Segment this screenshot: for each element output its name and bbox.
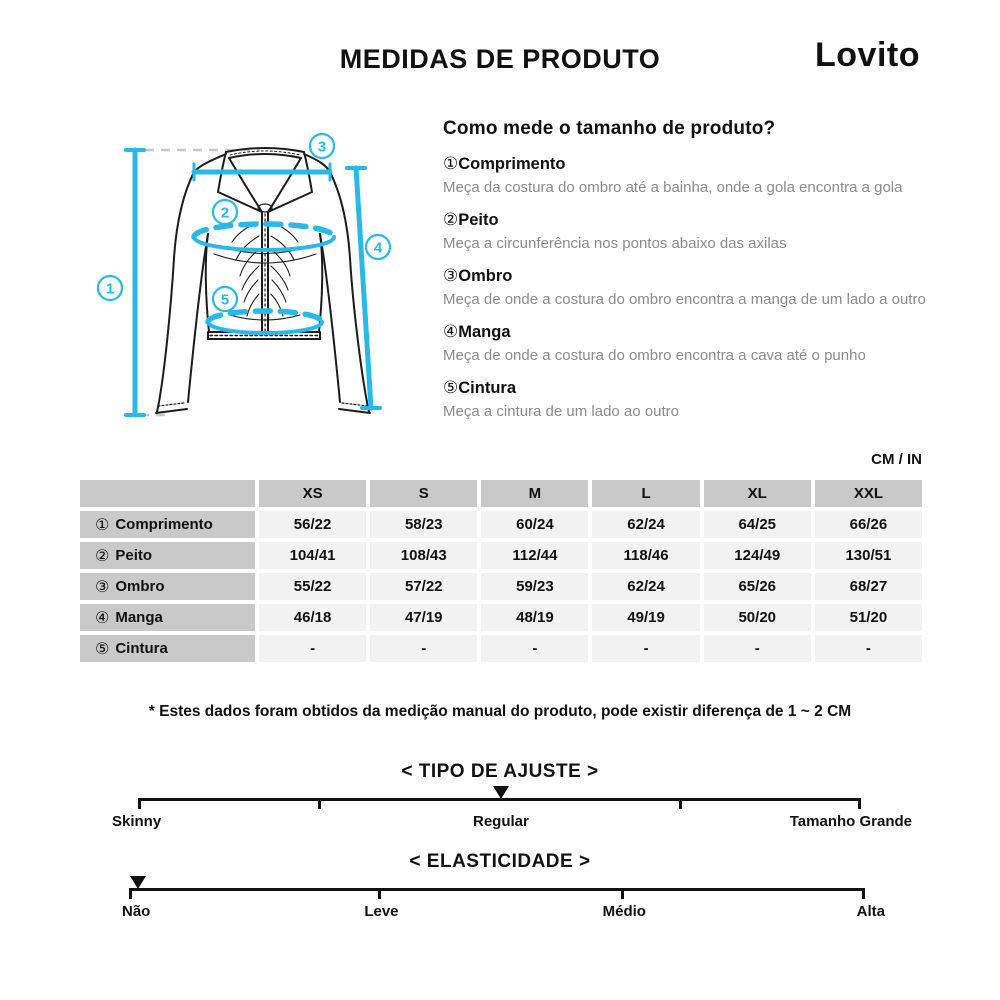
- table-value: -: [815, 635, 922, 662]
- marker-4: 4: [373, 239, 383, 257]
- measurement-disclaimer: * Estes dados foram obtidos da medição manual do produto, pode existir diferença de 1 ~ 2 CM: [148, 703, 852, 720]
- size-table: [80, 480, 922, 662]
- table-value: 108/43: [370, 542, 477, 569]
- table-value: 112/44: [481, 542, 588, 569]
- elasticity-label-medio: Médio: [602, 903, 646, 920]
- item-label: Comprimento: [458, 155, 566, 173]
- brand-logo: Lovito: [815, 36, 920, 74]
- page-title: MEDIDAS DE PRODUTO: [339, 44, 661, 74]
- column-header: XS: [259, 480, 366, 507]
- table-value: 56/22: [259, 511, 366, 538]
- table-value: 51/20: [815, 604, 922, 631]
- elasticity-scale: [122, 888, 885, 930]
- item-number: ⑤: [443, 378, 459, 397]
- table-value: 46/18: [259, 604, 366, 631]
- item-number: ③: [443, 266, 459, 285]
- fit-scale: [112, 798, 912, 840]
- item-description: Meça a circunferência nos pontos abaixo das axilas: [443, 235, 787, 252]
- table-value: 65/26: [704, 573, 811, 600]
- column-header: M: [481, 480, 588, 507]
- table-value: 62/24: [592, 511, 699, 538]
- table-corner-cell: [80, 480, 255, 507]
- column-header: XXL: [815, 480, 922, 507]
- elasticity-scale-heading: < ELASTICIDADE >: [409, 851, 591, 872]
- table-value: 104/41: [259, 542, 366, 569]
- measure-guide: [443, 118, 930, 423]
- garment-measurement-diagram: [90, 118, 430, 430]
- elasticity-label-alta: Alta: [856, 903, 885, 920]
- table-value: 60/24: [481, 511, 588, 538]
- item-label: Ombro: [458, 267, 513, 285]
- table-value: 124/49: [704, 542, 811, 569]
- table-value: 50/20: [704, 604, 811, 631]
- fit-scale-heading: < TIPO DE AJUSTE >: [401, 761, 599, 782]
- item-description: Meça da costura do ombro até a bainha, onde a gola encontra a gola: [443, 179, 903, 196]
- guide-item: [443, 376, 930, 423]
- garment-outline: [156, 148, 370, 413]
- table-value: -: [704, 635, 811, 662]
- column-header: L: [592, 480, 699, 507]
- item-number: ②: [443, 210, 459, 229]
- guide-item: [443, 264, 930, 311]
- table-value: 57/22: [370, 573, 477, 600]
- table-value: 48/19: [481, 604, 588, 631]
- elasticity-marker-icon: [130, 876, 146, 889]
- table-value: 59/23: [481, 573, 588, 600]
- item-description: Meça a cintura de um lado ao outro: [443, 403, 679, 420]
- table-value: 68/27: [815, 573, 922, 600]
- item-number: ①: [443, 154, 459, 173]
- table-value: 58/23: [370, 511, 477, 538]
- item-number: ④: [443, 322, 459, 341]
- marker-3: 3: [317, 138, 327, 156]
- guide-heading: Como mede o tamanho de produto?: [443, 118, 776, 139]
- marker-5: 5: [220, 291, 230, 309]
- fit-label-regular: Regular: [473, 813, 529, 830]
- fit-scale-line: [138, 798, 861, 801]
- column-header: XL: [704, 480, 811, 507]
- item-label: Cintura: [458, 379, 516, 397]
- marker-1: 1: [105, 280, 115, 298]
- table-value: 55/22: [259, 573, 366, 600]
- measurement-lines: [126, 150, 380, 415]
- marker-2: 2: [220, 204, 230, 222]
- row-header: ① Comprimento: [80, 511, 255, 538]
- table-value: 62/24: [592, 573, 699, 600]
- row-header: ④ Manga: [80, 604, 255, 631]
- table-value: 130/51: [815, 542, 922, 569]
- row-header: ⑤ Cintura: [80, 635, 255, 662]
- guide-item: [443, 320, 930, 367]
- table-value: 64/25: [704, 511, 811, 538]
- row-header: ② Peito: [80, 542, 255, 569]
- item-description: Meça de onde a costura do ombro encontra a cava até o punho: [443, 347, 866, 364]
- fit-marker-icon: [493, 786, 509, 799]
- table-value: 47/19: [370, 604, 477, 631]
- table-value: -: [370, 635, 477, 662]
- table-value: -: [592, 635, 699, 662]
- table-value: -: [481, 635, 588, 662]
- elasticity-label-nao: Não: [122, 903, 151, 920]
- item-label: Manga: [458, 323, 511, 341]
- fit-label-tamanho-grande: Tamanho Grande: [789, 813, 912, 830]
- elasticity-label-leve: Leve: [364, 903, 399, 920]
- table-value: -: [259, 635, 366, 662]
- row-header: ③ Ombro: [80, 573, 255, 600]
- table-value: 66/26: [815, 511, 922, 538]
- unit-label: CM / IN: [871, 451, 922, 468]
- guide-item: [443, 208, 930, 255]
- elasticity-scale-line: [129, 888, 865, 891]
- guide-item: [443, 152, 930, 199]
- table-value: 49/19: [592, 604, 699, 631]
- table-value: 118/46: [592, 542, 699, 569]
- item-label: Peito: [458, 211, 499, 229]
- column-header: S: [370, 480, 477, 507]
- fit-label-skinny: Skinny: [112, 813, 162, 830]
- item-description: Meça de onde a costura do ombro encontra a manga de um lado a outro: [443, 291, 926, 308]
